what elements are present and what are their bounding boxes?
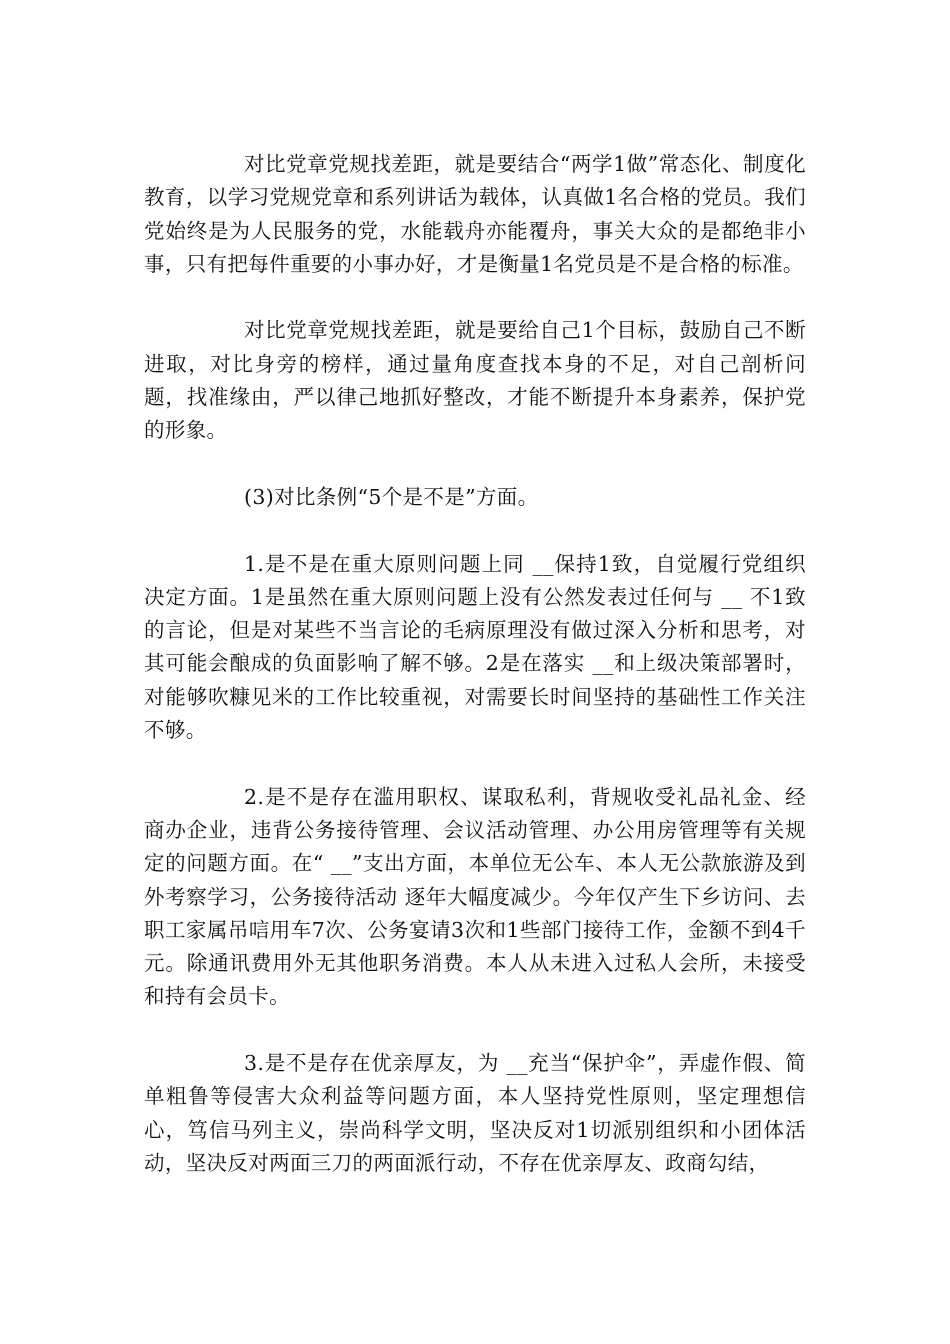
paragraph-2: 对比党章党规找差距，就是要给自己1个目标，鼓励自己不断进取，对比身旁的榜样，通过量角度查找本身的不足，对自己剖析问题，找准缘由，严以律己地抓好整改，才能不断提升本身素养，保护党的形象。 <box>144 318 806 443</box>
paragraph-item-2: 2.是不是存在滥用职权、谋取私利，背规收受礼品礼金、经商办企业，违背公务接待管理、会议活动管理、办公用房管理等有关规定的问题方面。在“ __”支出方面，本单位无公车、本人无公款旅游及到外考察学习，公务接待活动 逐年大幅度减少。今年仅产生下乡访问、去职工家属吊唁用车7次、公务宴请3次和1些部门接待工作，金额不到4千元。除通讯费用外无其他职务消费。本人从未进入过私人会所，未接受和持有会员卡。 <box>144 784 806 1009</box>
paragraph-1: 对比党章党规找差距，就是要结合“两学1做”常态化、制度化教育，以学习党规党章和系列讲话为载体，认真做1名合格的党员。我们党始终是为人民服务的党，水能载舟亦能覆舟，事关大众的是都绝非小事，只有把每件重要的小事办好，才是衡量1名党员是不是合格的标准。 <box>144 152 806 276</box>
document-body <box>144 148 806 1214</box>
paragraph-item-3: 3.是不是存在优亲厚友，为 __充当“保护伞”，弄虚作假、简单粗鲁等侵害大众利益等问题方面，本人坚持党性原则，坚定理想信心，笃信马列主义，崇尚科学文明，坚决反对1切派别组织和小团体活动，坚决反对两面三刀的两面派行动，不存在优亲厚友、政商勾结， <box>144 1051 806 1175</box>
section-heading: (3)对比条例“5个是不是”方面。 <box>244 484 539 509</box>
paragraph-item-1: 1.是不是在重大原则问题上同 __保持1致，自觉履行党组织决定方面。1是虽然在重大原则问题上没有公然发表过任何与 __ 不1致的言论，但是对某些不当言论的毛病原理没有做过深入分析和思考，对其可能会酿成的负面影响了解不够。2是在落实 __和上级决策部署时，对能够吹糠见米的工作比较重视，对需要长时间坚持的基础性工作关注不够。 <box>144 551 806 743</box>
